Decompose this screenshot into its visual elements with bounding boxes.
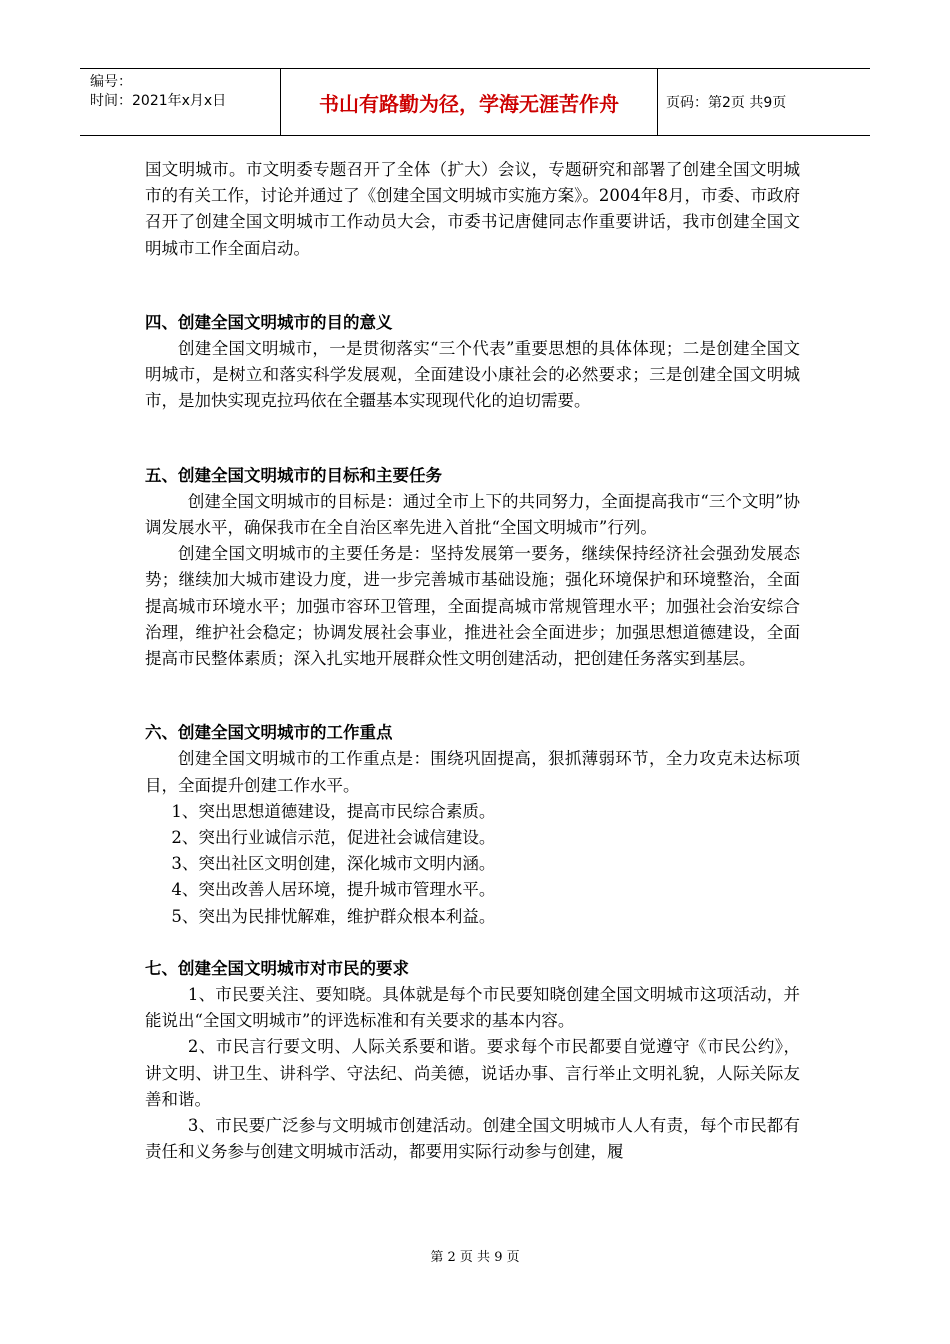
section-6-item-2: 2、突出行业诚信示范，促进社会诚信建设。 — [171, 828, 496, 848]
section-7-paragraph-2: 2、市民言行要文明、人际关系要和谐。要求每个市民都要自觉遵守《市民公约》，讲文明、讲卫生、讲科学、守法纪、尚美德，说话办事、言行举止文明礼貌，人际关际友善和谐。 — [145, 1037, 800, 1109]
section-7-paragraph-1: 1、市民要关注、要知晓。具体就是每个市民要知晓创建全国文明城市这项活动，并能说出“全国文明城市”的评选标准和有关要求的基本内容。 — [145, 985, 800, 1031]
section-5-paragraph-1: 创建全国文明城市的目标是：通过全市上下的共同努力，全面提高我市“三个文明”协调发展水平，确保我市在全自治区率先进入首批“全国文明城市”行列。 — [145, 491, 800, 538]
section-4-paragraph: 创建全国文明城市，一是贯彻落实“三个代表”重要思想的具体体现；二是创建全国文明城市，是树立和落实科学发展观，全面建设小康社会的必然要求；三是创建全国文明城市，是加快实现克拉玛依在全疆基本实现现代化的迫切需要。 — [145, 339, 800, 411]
header-page-info: 页码：第2页 共9页 — [666, 95, 787, 111]
section-6-title: 六、创建全国文明城市的工作重点 — [145, 723, 393, 743]
time-label: 时间：2021年x月x日 — [90, 93, 227, 109]
section-7-title: 七、创建全国文明城市对市民的要求 — [145, 958, 409, 978]
page-header — [80, 68, 870, 136]
header-meta — [80, 69, 280, 135]
document-body — [145, 157, 800, 1166]
section-6-item-1: 1、突出思想道德建设，提高市民综合素质。 — [171, 801, 496, 821]
section-6-paragraph: 创建全国文明城市的工作重点是：围绕巩固提高，狠抓薄弱环节，全力攻克未达标项目，全面提升创建工作水平。 — [145, 749, 800, 795]
section-7-paragraph-3: 3、市民要广泛参与文明城市创建活动。创建全国文明城市人人有责，每个市民都有责任和义务参与创建文明城市活动，都要用实际行动参与创建，履 — [145, 1116, 800, 1162]
section-6-item-3: 3、突出社区文明创建，深化城市文明内涵。 — [171, 854, 496, 874]
section-5-paragraph-2: 创建全国文明城市的主要任务是：坚持发展第一要务，继续保持经济社会强劲发展态势；继续加大城市建设力度，进一步完善城市基础设施；强化环境保护和环境整治，全面提高城市环境水平；加强市容环卫管理，全面提高城市常规管理水平；加强社会治安综合治理，维护社会稳定；协调发展社会事业，推进社会全面进步；加强思想道德建设，全面提高市民整体素质；深入扎实地开展群众性文明创建活动，把创建任务落实到基层。 — [145, 544, 800, 669]
section-4-title: 四、创建全国文明城市的目的意义 — [145, 312, 393, 332]
section-5-title: 五、创建全国文明城市的目标和主要任务 — [145, 465, 442, 485]
section-6-item-5: 5、突出为民排忧解难，维护群众根本利益。 — [171, 906, 496, 926]
page-footer: 第 2 页 共 9 页 — [430, 1250, 520, 1265]
header-motto: 书山有路勤为径，学海无涯苦作舟 — [280, 69, 658, 135]
number-label: 编号： — [90, 74, 132, 90]
section-6-item-4: 4、突出改善人居环境，提升城市管理水平。 — [171, 880, 496, 900]
intro-paragraph: 国文明城市。市文明委专题召开了全体（扩大）会议，专题研究和部署了创建全国文明城市的有关工作，讨论并通过了《创建全国文明城市实施方案》。2004年8月，市委、市政府召开了创建全国文明城市工作动员大会，市委书记唐健同志作重要讲话，我市创建全国文明城市工作全面启动。 — [145, 160, 800, 258]
